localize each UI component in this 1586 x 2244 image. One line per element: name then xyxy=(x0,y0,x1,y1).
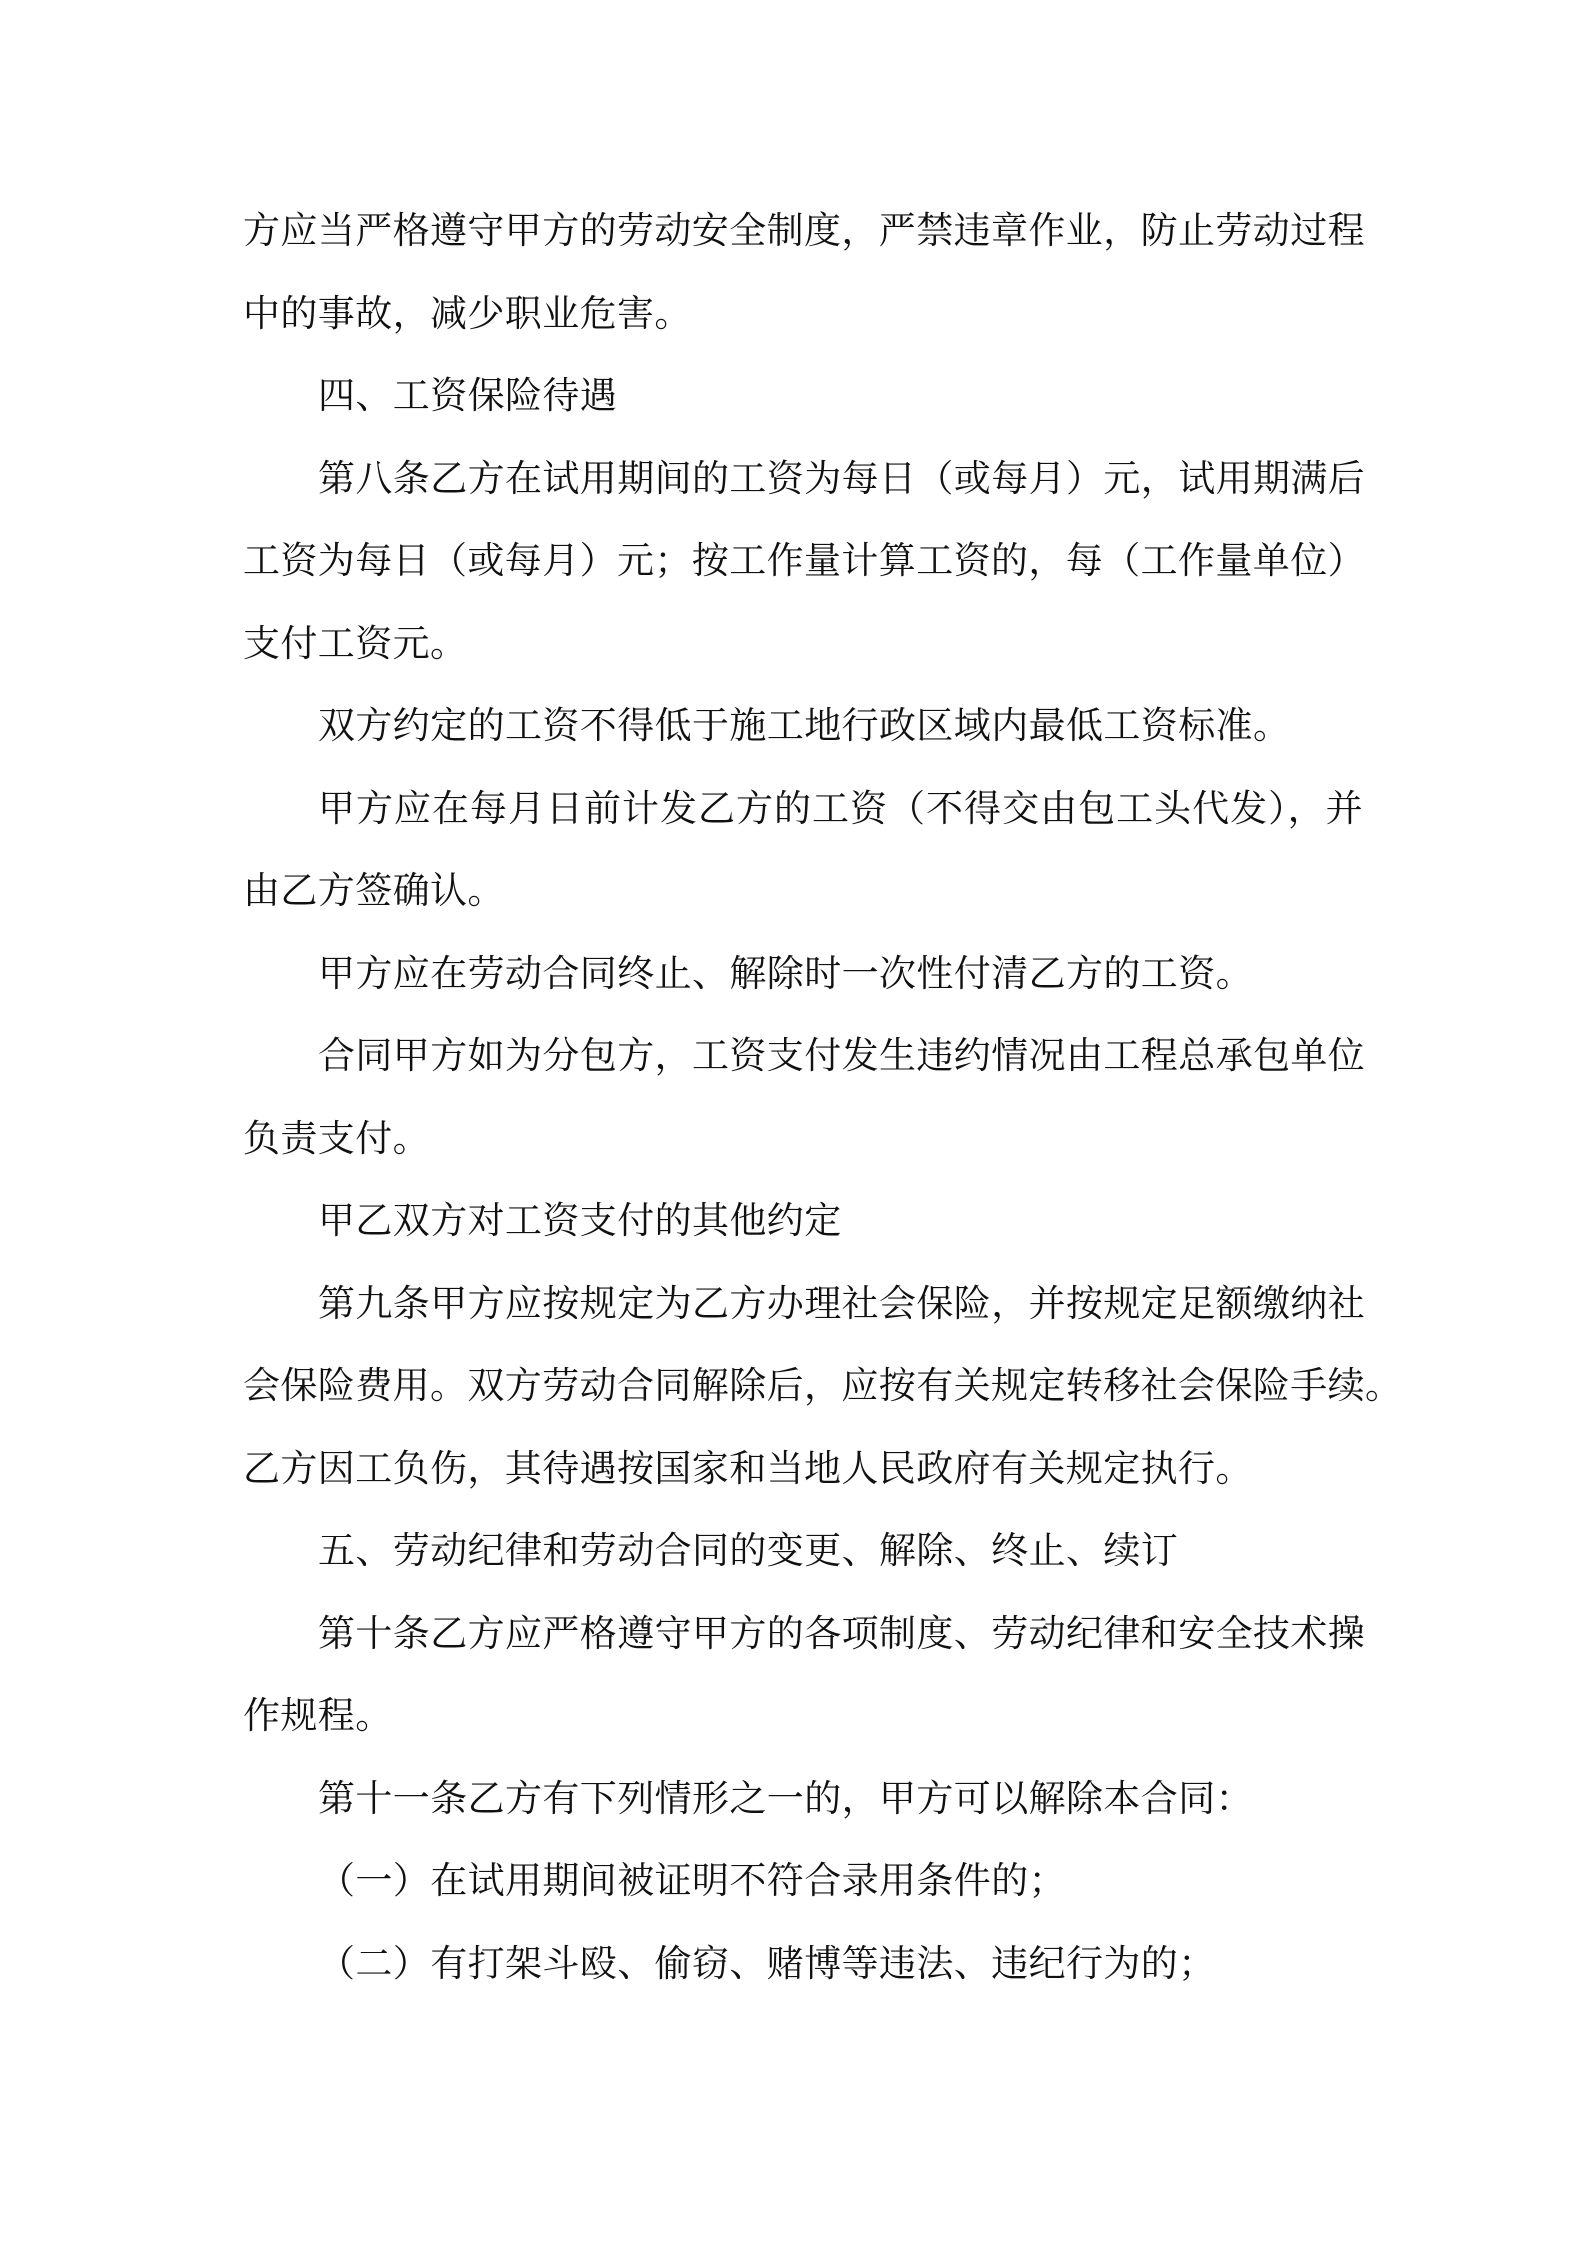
text-line: 会保险费用。双方劳动合同解除后，应按有关规定转移社会保险手续。 xyxy=(243,1364,1403,1407)
section-heading: 四、工资保险待遇 xyxy=(318,374,618,417)
text-line: 甲方应在每月日前计发乙方的工资（不得交由包工头代发），并 xyxy=(318,786,1363,830)
text-line: 第九条甲方应按规定为乙方办理社会保险，并按规定足额缴纳社 xyxy=(318,1281,1366,1325)
list-item: （二）有打架斗殴、偷窃、赌博等违法、违纪行为的； xyxy=(318,1941,1216,1985)
text-line: 作规程。 xyxy=(243,1694,393,1737)
text-line: 甲方应在劳动合同终止、解除时一次性付清乙方的工资。 xyxy=(318,951,1253,995)
text-line: 甲乙双方对工资支付的其他约定 xyxy=(318,1199,842,1242)
text-line: 负责支付。 xyxy=(243,1116,430,1160)
text-line: 双方约定的工资不得低于施工地行政区域内最低工资标准。 xyxy=(318,704,1291,747)
text-line: 方应当严格遵守甲方的劳动安全制度，严禁违章作业，防止劳动过程 xyxy=(243,209,1365,252)
text-line: 支付工资元。 xyxy=(243,621,468,665)
text-line: 合同甲方如为分包方，工资支付发生违约情况由工程总承包单位 xyxy=(318,1034,1366,1077)
text-line: 第八条乙方在试用期间的工资为每日（或每月）元，试用期满后 xyxy=(318,456,1366,500)
text-line: 第十条乙方应严格遵守甲方的各项制度、劳动纪律和安全技术操 xyxy=(318,1611,1366,1655)
contract-text-body xyxy=(243,190,1403,2005)
text-line: 乙方因工负伤，其待遇按国家和当地人民政府有关规定执行。 xyxy=(243,1446,1253,1490)
text-line: 工资为每日（或每月）元；按工作量计算工资的，每（工作量单位） xyxy=(243,539,1365,582)
text-line: 第十一条乙方有下列情形之一的，甲方可以解除本合同： xyxy=(318,1776,1253,1820)
text-line: 中的事故，减少职业危害。 xyxy=(243,291,692,335)
section-heading: 五、劳动纪律和劳动合同的变更、解除、终止、续订 xyxy=(318,1529,1179,1572)
text-line: 由乙方签确认。 xyxy=(243,869,505,912)
list-item: （一）在试用期间被证明不符合录用条件的； xyxy=(318,1859,1066,1902)
